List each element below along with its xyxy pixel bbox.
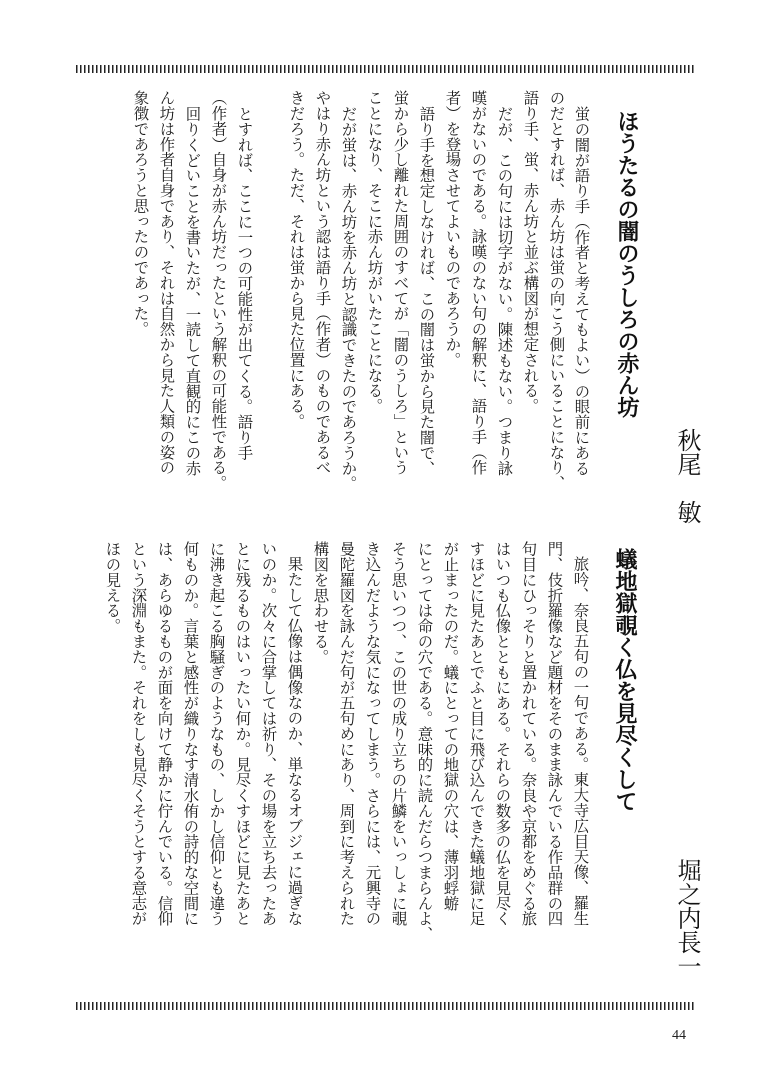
essay1-line: 蛍から少し離れた周囲のすべてが「闇のうしろ」という [391,90,410,475]
essay2-line: 句目にひっそりと置かれている。奈良や京都をめぐる旅 [519,541,538,926]
essay2-line: そう思いつつ、この世の成り立ちの片鱗をいっしょに覗 [389,541,408,926]
essay2-line: という深淵もまた。それをしも見尽くそうとする意志が [129,541,148,926]
essay1-author: 秋尾 敏 [673,428,701,524]
page-number: 44 [672,1028,686,1043]
essay2-line: 旅吟、奈良五句の一句である。東大寺広目天像、羅生 [571,556,590,926]
essay1-title: ほうたるの闇のうしろの赤ん坊 [614,110,639,418]
essay1-line: 象徴であろうと思ったのであった。 [131,90,150,337]
essay2-line: き込んだような気になってしまう。さらには、元興寺の [363,541,382,926]
essay1-line: 者）を登場させてよいものであろうか。 [443,90,462,368]
essay2-title: 蟻地獄覗く仏を見尽くして [612,548,637,812]
essay1-line: 回りくどいことを書いたが、一読して直観的にこの赤 [183,106,202,476]
essay2-author: 堀之内長一 [673,858,701,978]
essay1-line: のだとすれば、赤ん坊は蛍の向こう側にいることになり、 [547,90,566,491]
essay2-line: に沸き起こる胸騒ぎのようなもの、しかし信仰とも違う [207,541,226,926]
essay1-line: だが蛍は、赤ん坊を赤ん坊と認識できたのであろうか。 [339,106,358,491]
essay2-line: 構図を思わせる。 [311,541,330,665]
essay2-line: ほの見える。 [103,541,122,634]
essay1-line: （作者）自身が赤ん坊だったという解釈の可能性である。 [209,90,228,491]
essay1-line: ん坊は作者自身であり、それは自然から見た人類の姿の [157,90,176,475]
essay2-line: が止まったのだ。蟻にとっての地獄の穴は、薄羽蜉蝣 [441,541,460,911]
bottom-divider [76,1002,694,1010]
essay1-line: 語り手を想定しなければ、この闇は蛍から見た闇で、 [417,106,436,476]
essay1-line: ことになり、そこに赤ん坊がいたことになる。 [365,90,384,414]
essay1-line: だが、この句には切字がない。陳述もない。つまり詠 [495,106,514,476]
essay1-line: やはり赤ん坊という認は語り手（作者）のものであるべ [313,90,332,475]
essay1-line: 嘆がないのである。詠嘆のない句の解釈に、語り手（作 [469,90,488,475]
essay2-line: 曼陀羅図を詠んだ句が五句めにあり、周到に考えられた [337,541,356,926]
essay1-line: 語り手、蛍、赤ん坊と並ぶ構図が想定される。 [521,90,540,414]
essay2-line: いのか。次々に合掌しては祈り、その場を立ち去ったあ [259,541,278,926]
essay2-line: 門、伎折羅像など題材をそのまま詠んでいる作品群の四 [545,541,564,926]
essay1-line: 蛍の闇が語り手（作者と考えてもよい）の眼前にある [572,106,591,476]
essay2-line: 何ものか。言葉と感性が織りなす清水侑の詩的な空間に [181,541,200,926]
top-divider [76,65,694,73]
essay2-line: はいつも仏像とともにある。それらの数多の仏を見尽く [493,541,512,926]
essay2-line: すほどに見たあとでふと目に飛び込んできた蟻地獄に足 [467,541,486,926]
essay2-line: とに残るものはいったい何か。見尽くすほどに見たあと [233,541,252,926]
essay1-line: とすれば、ここに一つの可能性が出てくる。語り手 [235,106,254,461]
essay2-line: は、あらゆるものが面を向けて静かに佇んでいる。信仰 [155,541,174,926]
essay1-line: きだろう。ただ、それは蛍から見た位置にある。 [287,90,306,429]
essay2-line: 果たして仏像は偶像なのか、単なるオブジェに過ぎな [285,556,304,926]
essay2-line: にとっては命の穴である。意味的に読んだらつまらんよ、 [415,541,434,942]
